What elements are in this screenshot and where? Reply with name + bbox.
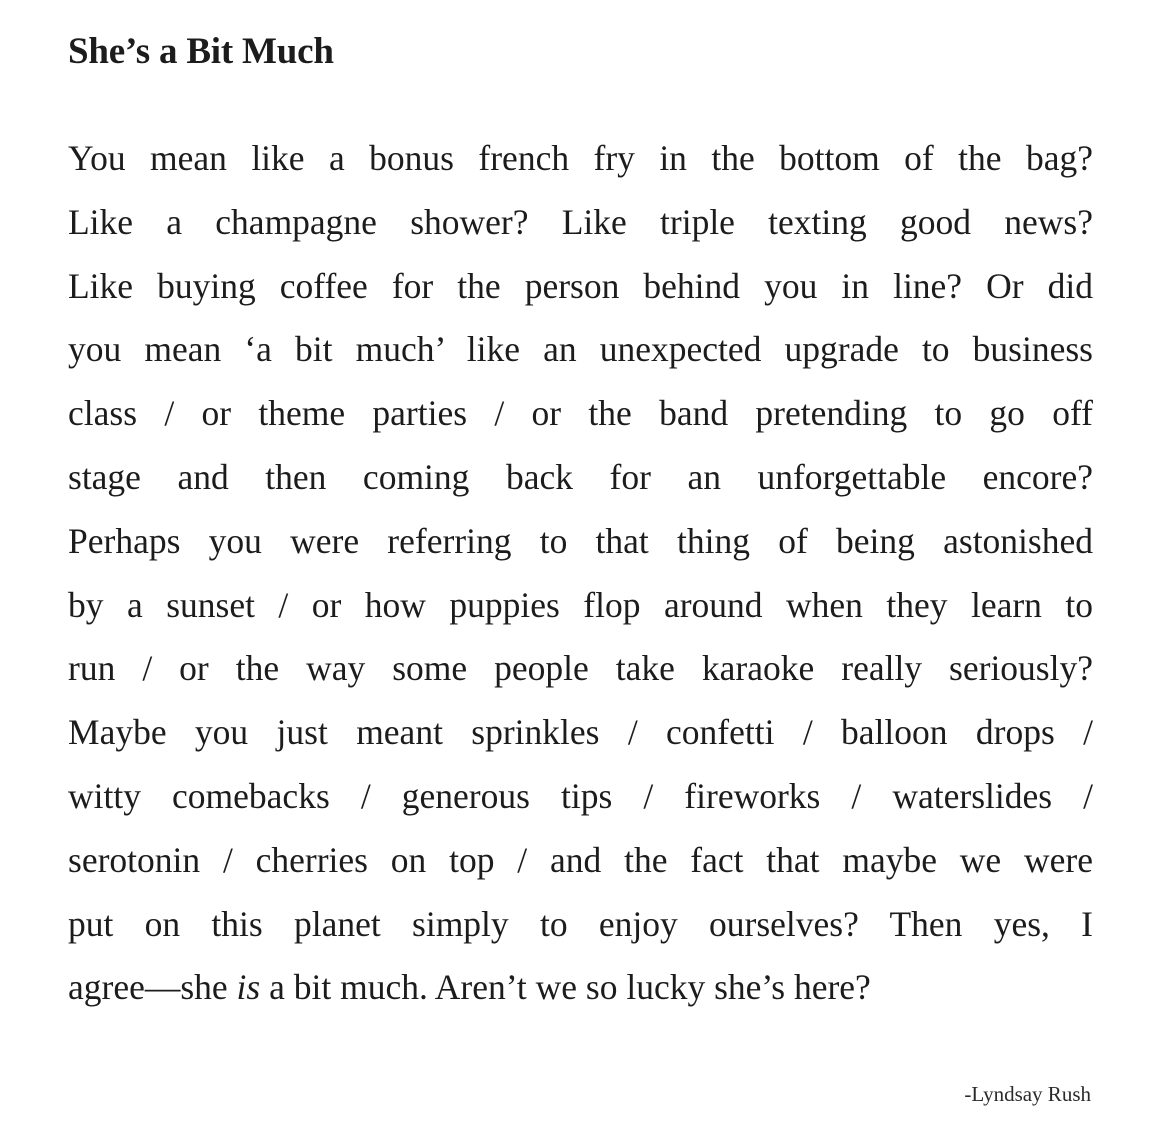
poem-line: Like buying coffee for the person behind you in line? Or did: [68, 265, 1093, 306]
author-attribution: -Lyndsay Rush: [964, 1082, 1091, 1106]
poem-line: put on this planet simply to enjoy ourselves? Then yes, I: [68, 903, 1093, 944]
poem-line: Perhaps you were referring to that thing of being astonished: [68, 520, 1093, 561]
poem-line: by a sunset / or how puppies flop around when they learn to: [68, 584, 1093, 625]
poem-line: serotonin / cherries on top / and the fact that maybe we were: [68, 839, 1093, 880]
poem-line: stage and then coming back for an unforgettable encore?: [68, 456, 1093, 497]
poem-line: You mean like a bonus french fry in the bottom of the bag?: [68, 138, 1093, 178]
poem-body: [68, 127, 1093, 1020]
poem-line: you mean ‘a bit much’ like an unexpected upgrade to business: [68, 329, 1093, 370]
poem-line: witty comebacks / generous tips / fireworks / waterslides /: [68, 775, 1093, 816]
poem-last-line: [68, 956, 1093, 1020]
last-line-before: agree—she: [68, 967, 237, 1008]
poem-line: Like a champagne shower? Like triple texting good news?: [68, 201, 1093, 242]
last-line-after: a bit much. Aren’t we so lucky she’s here?: [260, 967, 871, 1008]
emphasis-word: is: [236, 967, 261, 1008]
poem-line: run / or the way some people take karaoke really seriously?: [68, 648, 1093, 689]
poem-title: She’s a Bit Much: [68, 31, 334, 72]
poem-line: class / or theme parties / or the band pretending to go off: [68, 393, 1093, 434]
poem-line: Maybe you just meant sprinkles / confetti / balloon drops /: [68, 712, 1093, 753]
